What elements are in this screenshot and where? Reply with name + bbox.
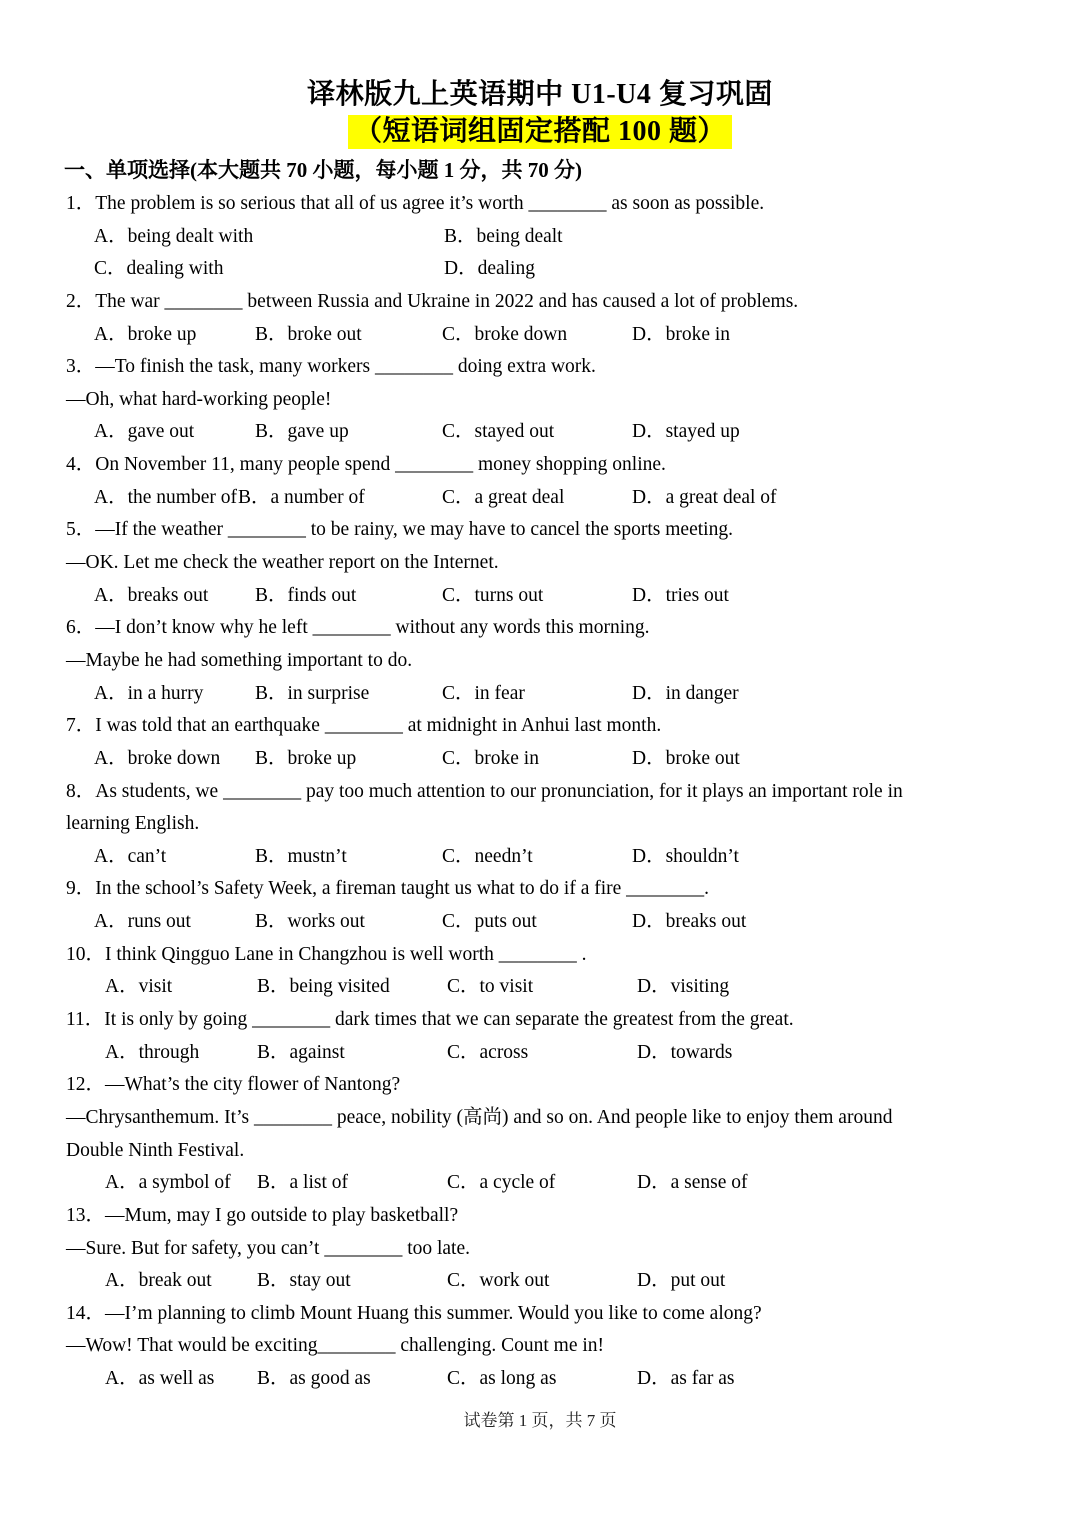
option-d: D．visiting <box>637 976 730 998</box>
option-d: D．tries out <box>632 584 729 606</box>
option-row <box>66 743 1080 776</box>
question-12 <box>66 1069 1080 1200</box>
question-line: —OK. Let me check the weather report on the Internet. <box>66 552 499 574</box>
option-a: A．breaks out <box>94 584 209 606</box>
option-c: C．as long as <box>447 1368 557 1390</box>
question-9 <box>66 873 1080 938</box>
option-a: A．broke down <box>94 747 221 769</box>
question-line: 12．—What’s the city flower of Nantong? <box>66 1074 401 1096</box>
option-b: B．a number of <box>238 486 365 508</box>
option-a: A．runs out <box>94 911 191 933</box>
option-a: A．in a hurry <box>94 682 204 704</box>
question-line: 4．On November 11, many people spend ________ money shopping online. <box>66 454 666 476</box>
option-row <box>66 1037 1080 1070</box>
question-line: 1．The problem is so serious that all of us agree it’s worth ________ as soon as possible. <box>66 193 765 214</box>
option-a: A．the number of <box>94 486 237 508</box>
option-b: B．stay out <box>257 1270 351 1292</box>
question-line: learning English. <box>66 813 200 835</box>
question-8 <box>66 776 1080 874</box>
option-b: B．being dealt <box>444 225 563 247</box>
option-a: A．through <box>105 1041 200 1063</box>
option-b: B．being visited <box>257 976 390 998</box>
option-b: B．against <box>257 1041 345 1063</box>
option-d: D．put out <box>637 1270 726 1292</box>
option-c: C．broke in <box>442 747 539 769</box>
option-c: C．stayed out <box>442 421 555 443</box>
option-row <box>66 841 1080 874</box>
option-d: D．dealing <box>444 258 535 280</box>
question-line: 3．—To finish the task, many workers ________ doing extra work. <box>66 356 596 378</box>
option-d: D．towards <box>637 1041 733 1063</box>
question-line: —Chrysanthemum. It’s ________ peace, nobility (高尚) and so on. And people like to enjoy them around <box>66 1106 893 1128</box>
option-c: C．turns out <box>442 584 544 606</box>
option-c: C．across <box>447 1041 529 1063</box>
option-c: C．to visit <box>447 976 534 998</box>
question-line: 13．—Mum, may I go outside to play basketball? <box>66 1204 459 1226</box>
question-10 <box>66 939 1080 1004</box>
option-a: A．visit <box>105 976 173 998</box>
page-footer: 试卷第 1 页，共 7 页 <box>463 1411 617 1430</box>
question-13 <box>66 1200 1080 1298</box>
option-d: D．stayed up <box>632 421 740 443</box>
option-row <box>66 1363 1080 1396</box>
option-b: B．finds out <box>255 584 357 606</box>
question-3 <box>66 351 1080 449</box>
question-line: 2．The war ________ between Russia and Ukraine in 2022 and has caused a lot of problems. <box>66 290 799 312</box>
option-row <box>66 319 1080 352</box>
option-c: C．a cycle of <box>447 1172 556 1194</box>
option-c: C．work out <box>447 1270 550 1292</box>
option-row <box>66 253 1080 286</box>
option-a: A．a symbol of <box>105 1172 231 1194</box>
question-14 <box>66 1298 1080 1396</box>
question-line: —Sure. But for safety, you can’t ________ too late. <box>66 1237 471 1259</box>
option-a: A．as well as <box>105 1368 215 1390</box>
page-title: 译林版九上英语期中 U1-U4 复习巩固 <box>307 79 773 110</box>
option-b: B．in surprise <box>255 682 370 704</box>
option-b: B．broke out <box>255 323 362 345</box>
question-6 <box>66 612 1080 710</box>
option-row <box>66 906 1080 939</box>
question-1 <box>66 188 1080 286</box>
section-heading: 一、单项选择(本大题共 70 小题，每小题 1 分，共 70 分) <box>64 158 582 182</box>
option-b: B．works out <box>255 911 365 933</box>
option-d: D．broke out <box>632 747 740 769</box>
option-b: B．a list of <box>257 1172 348 1194</box>
question-line: 10．I think Qingguo Lane in Changzhou is well worth ________ . <box>66 943 587 965</box>
option-row <box>66 971 1080 1004</box>
question-5 <box>66 514 1080 612</box>
question-line: —Maybe he had something important to do. <box>66 649 413 671</box>
option-b: B．as good as <box>257 1368 371 1390</box>
option-d: D．breaks out <box>632 911 747 933</box>
option-row <box>66 678 1080 711</box>
option-a: A．gave out <box>94 421 195 443</box>
option-a: A．broke up <box>94 323 197 345</box>
question-line: 6．—I don’t know why he left ________ without any words this morning. <box>66 617 650 639</box>
question-line: 5．—If the weather ________ to be rainy, we may have to cancel the sports meeting. <box>66 519 733 541</box>
question-line: 7．I was told that an earthquake ________ at midnight in Anhui last month. <box>66 715 662 737</box>
option-c: C．needn’t <box>442 845 533 867</box>
question-7 <box>66 710 1080 775</box>
option-d: D．as far as <box>637 1368 735 1390</box>
option-row <box>66 580 1080 613</box>
option-row <box>66 482 1080 515</box>
page-subtitle-row <box>0 115 1080 150</box>
option-b: B．broke up <box>255 747 357 769</box>
option-b: B．mustn’t <box>255 845 347 867</box>
option-d: D．in danger <box>632 682 739 704</box>
option-c: C．in fear <box>442 682 525 704</box>
option-d: D．a great deal of <box>632 486 777 508</box>
option-c: C．puts out <box>442 911 537 933</box>
option-c: C．dealing with <box>94 258 224 280</box>
option-b: B．gave up <box>255 421 349 443</box>
option-d: D．a sense of <box>637 1172 748 1194</box>
question-line: Double Ninth Festival. <box>66 1139 245 1161</box>
question-list <box>66 188 1080 1396</box>
option-row <box>66 416 1080 449</box>
question-11 <box>66 1004 1080 1069</box>
option-a: A．being dealt with <box>94 225 254 247</box>
question-line: —Oh, what hard-working people! <box>66 388 332 410</box>
option-row <box>66 1167 1080 1200</box>
page-subtitle-highlight: （短语词组固定搭配 100 题） <box>348 115 732 149</box>
question-line: 14．—I’m planning to climb Mount Huang this summer. Would you like to come along? <box>66 1302 762 1324</box>
option-row <box>66 1265 1080 1298</box>
question-2 <box>66 286 1080 351</box>
question-line: —Wow! That would be exciting________ challenging. Count me in! <box>66 1335 605 1357</box>
option-c: C．a great deal <box>442 486 565 508</box>
question-line: 8．As students, we ________ pay too much attention to our pronunciation, for it plays an important role in <box>66 780 903 802</box>
option-c: C．broke down <box>442 323 568 345</box>
option-row <box>66 221 1080 254</box>
question-4 <box>66 449 1080 514</box>
option-d: D．broke in <box>632 323 731 345</box>
option-d: D．shouldn’t <box>632 845 739 867</box>
question-line: 11．It is only by going ________ dark times that we can separate the greatest from the great. <box>66 1009 794 1031</box>
option-a: A．can’t <box>94 845 167 867</box>
option-a: A．break out <box>105 1270 212 1292</box>
question-line: 9．In the school’s Safety Week, a fireman taught us what to do if a fire ________. <box>66 878 710 900</box>
